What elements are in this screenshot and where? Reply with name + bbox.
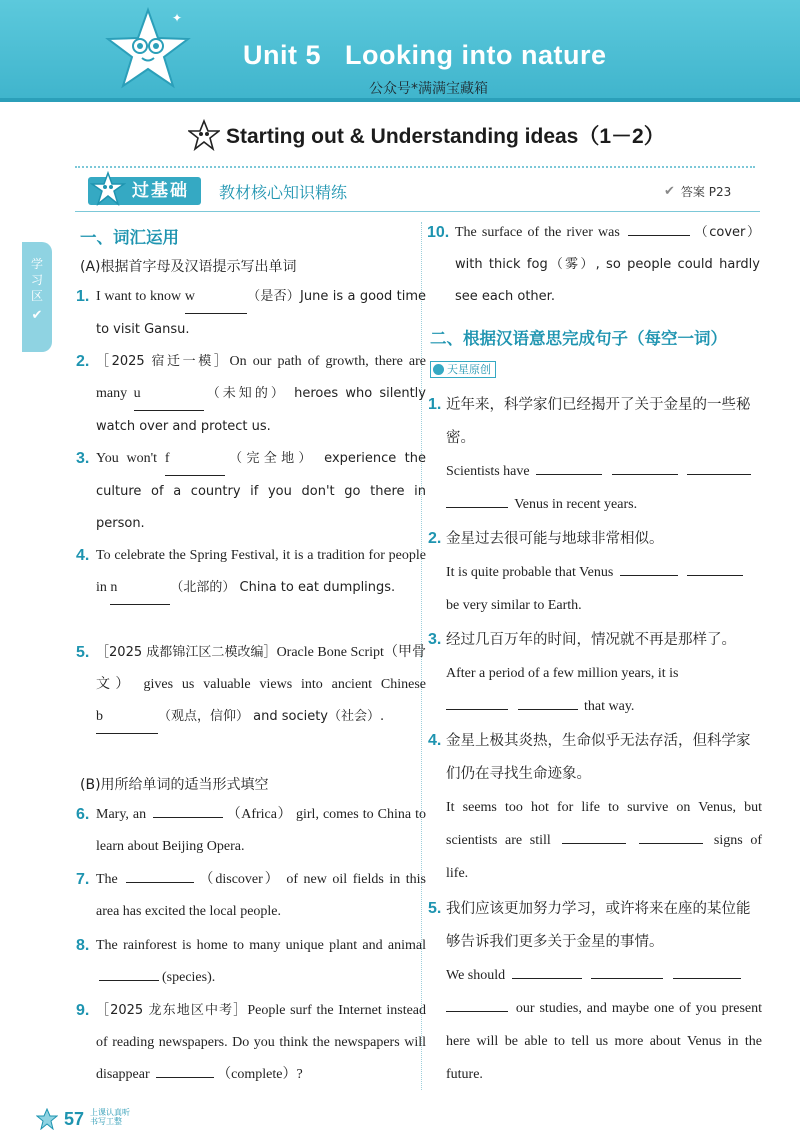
sentence-1 — [428, 389, 762, 521]
question-2 — [76, 346, 426, 443]
sentence-part: It seems too hot for life to survive on Venus, but scientists are still — [446, 800, 762, 848]
question-text: Mary, an — [96, 807, 151, 822]
answer-blank[interactable] — [446, 998, 508, 1012]
question-text: （北部的） China to eat dumplings. — [170, 580, 396, 595]
star-mascot-icon — [36, 1108, 58, 1130]
answer-blank[interactable] — [562, 830, 626, 844]
page-number: 57 — [64, 1109, 85, 1129]
question-text: I want to know — [96, 289, 185, 304]
side-tab-char: 区 — [30, 289, 43, 303]
question-text: （完全地） experience the culture of a country if you don't go there in person. — [96, 451, 426, 531]
sentence-english — [446, 657, 762, 723]
section-subtitle: 教材核心知识精练 — [219, 182, 348, 202]
answer-blank[interactable] — [687, 562, 743, 576]
question-text: (species). — [162, 970, 216, 985]
question-number: 3. — [428, 631, 442, 648]
tag-label: 天星原创 — [447, 363, 491, 376]
question-number: 7. — [76, 871, 90, 888]
star-face-icon — [188, 119, 220, 151]
question-number: 6. — [76, 806, 90, 823]
section-badge — [88, 177, 201, 205]
wechat-note: 公众号*满满宝藏箱 — [369, 81, 488, 97]
question-number: 4. — [76, 547, 90, 564]
question-source: ［2025 龙东地区中考］ — [96, 1003, 248, 1018]
question-number: 5. — [76, 644, 90, 661]
blank-letter: u — [133, 386, 141, 401]
svg-text:✦: ✦ — [172, 11, 183, 25]
question-text: The — [96, 872, 124, 887]
sentence-part: Scientists have — [446, 464, 530, 479]
sentence-chinese: 近年来，科学家们已经揭开了关于金星的一些秘密。 — [446, 397, 751, 446]
question-text: （是否）June is a good time to visit Gansu. — [96, 289, 426, 337]
star-mascot-icon — [100, 4, 196, 100]
question-text: （未知的） heroes who silently watch over and protect us. — [96, 386, 426, 434]
answer-blank[interactable] — [156, 1064, 214, 1078]
blank-letter: b — [96, 709, 103, 724]
question-text: （cover） with thick fog（雾）, so people could hardly see each other. — [455, 225, 760, 304]
sentence-part: Venus in recent years. — [514, 497, 638, 512]
question-3 — [76, 443, 426, 540]
dotted-divider — [75, 166, 755, 168]
side-tab-char: 习 — [30, 273, 43, 287]
question-1 — [76, 281, 426, 346]
question-number: 1. — [428, 396, 442, 413]
sentence-part: that way. — [584, 699, 635, 714]
question-8 — [76, 930, 426, 994]
sentence-2 — [428, 523, 762, 622]
question-number: 4. — [428, 732, 442, 749]
answer-page: 答案 P23 — [680, 185, 732, 199]
question-text: （complete）? — [217, 1067, 303, 1082]
sentence-chinese: 经过几百万年的时间，情况就不再是那样了。 — [446, 632, 736, 648]
header-banner — [0, 0, 800, 102]
answer-blank[interactable] — [687, 461, 751, 475]
question-number: 10. — [427, 224, 450, 241]
sentence-english — [446, 791, 762, 890]
sentence-4 — [428, 725, 763, 890]
question-number: 9. — [76, 1002, 90, 1019]
answer-blank[interactable] — [518, 696, 578, 710]
question-text: To celebrate the Spring Festival, it is a tradition for people in — [96, 548, 426, 595]
part-b-instruction: (B)用所给单词的适当形式填空 — [80, 777, 269, 793]
blank-letter: f — [164, 451, 170, 466]
section-bar — [88, 176, 347, 206]
question-10 — [427, 217, 760, 313]
answer-blank[interactable] — [153, 804, 223, 818]
sentence-part: It is quite probable that Venus — [446, 565, 614, 580]
sentence-heading: 二、根据汉语意思完成句子（每空一词） — [430, 329, 727, 348]
question-7 — [76, 864, 426, 928]
sentence-part: We should — [446, 968, 506, 983]
answer-blank[interactable] — [185, 281, 247, 314]
sentence-5 — [428, 893, 762, 1091]
question-5 — [76, 637, 427, 734]
question-text: The rainforest is home to many unique plant and animal — [96, 938, 426, 953]
answer-blank[interactable] — [446, 494, 508, 508]
answer-blank[interactable] — [96, 701, 158, 734]
question-text: People surf the Internet instead of reading newspapers. Do you think the newspapers will disappear — [96, 1003, 427, 1082]
pencil-check-icon: ✔ — [664, 184, 675, 199]
question-9 — [76, 995, 427, 1091]
question-number: 2. — [428, 530, 442, 547]
answer-blank[interactable] — [110, 572, 170, 605]
answer-blank[interactable] — [126, 869, 194, 883]
sentence-chinese: 我们应该更加努力学习，或许将来在座的某位能够告诉我们更多关于金星的事情。 — [446, 901, 751, 950]
answer-blank[interactable] — [620, 562, 678, 576]
lesson-title-row — [188, 118, 665, 152]
side-tab-char: 学 — [30, 257, 43, 271]
answer-blank[interactable] — [512, 965, 582, 979]
lesson-title: Starting out & Understanding ideas（1－2） — [226, 125, 665, 148]
page-footer — [36, 1104, 132, 1130]
sentence-english — [446, 455, 762, 521]
question-number: 8. — [76, 937, 90, 954]
question-source: ［2025 宿迁一模］ — [96, 354, 230, 369]
sentence-part: our studies, and maybe one of you present here will be able to tell us more about Venus in the future. — [446, 1001, 762, 1082]
mascot-mini-icon — [90, 171, 126, 207]
question-text: （discover） of new oil fields in this area has excited the local people. — [96, 872, 426, 919]
question-number: 5. — [428, 900, 442, 917]
original-tag — [430, 361, 496, 378]
answer-blank[interactable] — [99, 967, 159, 981]
answer-blank[interactable] — [591, 965, 663, 979]
sentence-chinese: 金星上极其炎热，生命似乎无法存活，但科学家们仍在寻找生命迹象。 — [446, 733, 751, 782]
answer-blank[interactable] — [165, 443, 225, 476]
answer-blank[interactable] — [628, 222, 690, 236]
answer-blank[interactable] — [673, 965, 741, 979]
unit-title: Unit 5 Looking into nature — [243, 40, 607, 70]
check-icon: ✔ — [31, 308, 43, 323]
question-text: Oracle Bone Script（甲骨文） gives us valuable views into ancient Chinese — [96, 645, 427, 692]
vocab-heading: 一、词汇运用 — [80, 228, 179, 247]
question-4 — [76, 540, 426, 605]
question-text: You won't — [96, 451, 165, 466]
answer-blank[interactable] — [612, 461, 678, 475]
question-source: ［2025 成都锦江区二模改编］ — [96, 645, 277, 660]
section-badge-label: 过基础 — [132, 181, 189, 201]
sentence-english — [446, 556, 762, 622]
sentence-part: signs of life. — [446, 833, 763, 881]
tag-dot-icon — [433, 364, 444, 375]
blank-letter: n — [110, 580, 118, 595]
side-tab — [22, 242, 52, 352]
footer-note: 上课认真听 书写工整 — [90, 1108, 131, 1126]
answer-blank[interactable] — [446, 696, 508, 710]
sentence-3 — [428, 624, 762, 723]
question-text: （Africa） girl, comes to China to learn about Beijing Opera. — [96, 807, 426, 854]
question-6 — [76, 799, 426, 863]
answer-blank[interactable] — [536, 461, 602, 475]
answer-blank[interactable] — [134, 378, 204, 411]
sentence-part: After a period of a few million years, it is — [446, 666, 679, 681]
answer-ref — [664, 183, 731, 200]
question-number: 2. — [76, 353, 90, 370]
sentence-part: be very similar to Earth. — [446, 598, 582, 613]
question-text: （观点，信仰） and society（社会）. — [158, 709, 385, 724]
sentence-english — [446, 959, 762, 1091]
sentence-chinese: 金星过去很可能与地球非常相似。 — [446, 531, 664, 547]
blank-letter: w — [184, 289, 195, 304]
question-number: 3. — [76, 450, 90, 467]
part-a-instruction: (A)根据首字母及汉语提示写出单词 — [80, 259, 297, 275]
question-number: 1. — [76, 288, 90, 305]
answer-blank[interactable] — [639, 830, 703, 844]
section-rule — [75, 211, 760, 212]
question-text: On our path of growth, there are many — [96, 354, 426, 401]
question-text: The surface of the river was — [455, 225, 625, 240]
